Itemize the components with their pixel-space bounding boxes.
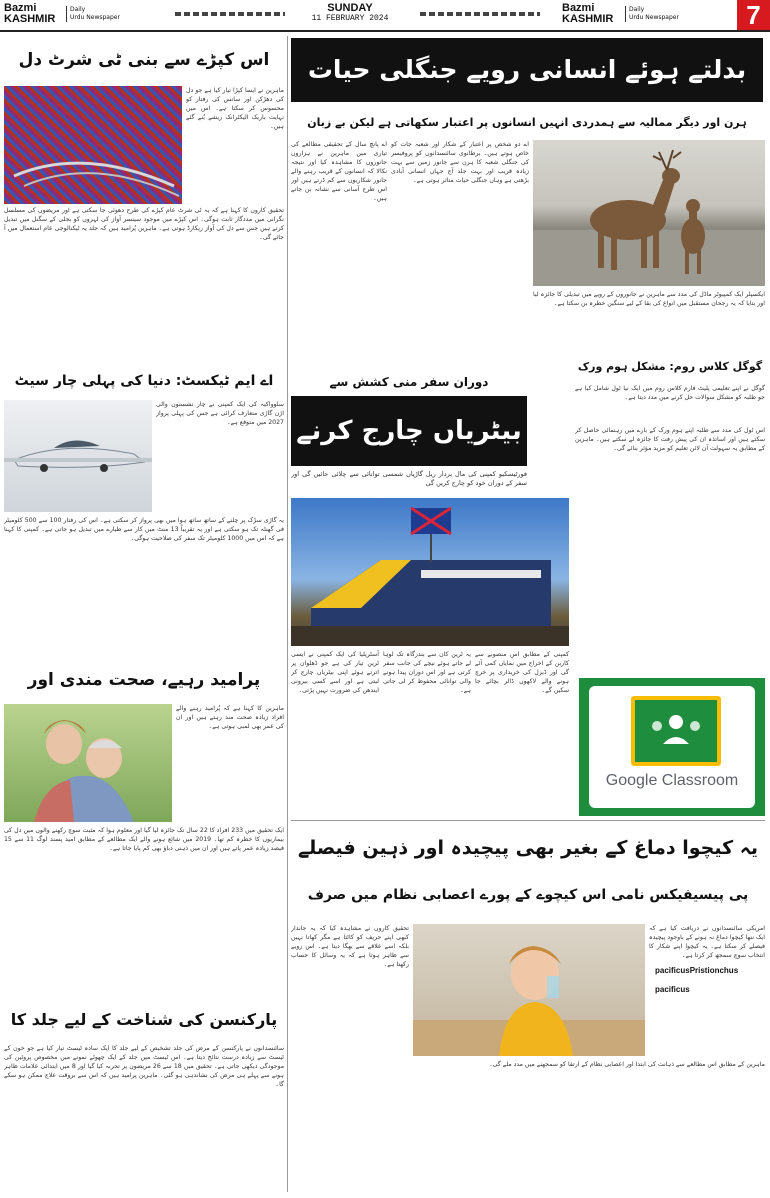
brand-name-2: KASHMIR [562,13,614,25]
parkinson-headline: پارکنسن کی شناخت کے لیے جلد کا [10,1010,278,1029]
train-body-col1: کمپنی کے مطابق اس منصوبے سے کاربن کے اخراج میں نمایاں کمی آئے گی اور ڈیزل کی خریداری پر خرچ ہونے والے لاکھوں ڈالر بچائے جا سکیں گے۔ [475,651,569,694]
logo-card [589,686,755,808]
worm-body-col3: تحقیق کاروں نے مشاہدہ کیا کہ یہ جاندار کبھی اپنے حریف کو کاٹتا ہے مگر کھاتا نہیں بلکہ اسے علاقے سے بھگا دیتا ہے۔ اس رویے سے ظاہر ہوتا ہے کہ یہ وسائل کا حساب رکھتا ہے۔ [291,925,409,968]
health-body: ایک تحقیق میں 233 افراد کا 22 سال تک جائزہ لیا گیا اور معلوم ہوا کہ مثبت سوچ رکھنے والوں میں دل کی بیماریوں کا خطرہ کم تھا۔ 2019 میں شائع ہونے والے ایک مطالعے کے مطابق امید پسند لوگ 11 سے 15 فیصد زیادہ عمر پاتے ہیں اور ان میں ذہنی دباؤ بھی کم پایا جاتا ہے۔ [4,827,284,852]
worm-latin-names [655,966,738,994]
latin-pacificus: pacificus [655,966,690,975]
flying-car-headline: اے ایم ٹیکسٹ: دنیا کی پہلی چار سیٹ [14,373,274,389]
train-illustration [291,498,569,646]
wildlife-subhead: ہرن اور دیگر ممالیہ سے ہمدردی انہیں انسانوں پر اعتبار سکھاتی ہے لیکن بے زبان [307,116,747,129]
brand-name: Bazmi [562,2,595,14]
masthead [0,0,770,32]
masthead-date [285,2,415,23]
brand-name-2: KASHMIR [4,13,56,25]
classroom-board-icon [631,696,721,766]
train-headline: بیٹریاں چارج کرنے [291,396,527,466]
latin-pacificus-2: pacificus [655,985,690,994]
wildlife-body-col3: اے پانچ سال کے تحقیقی مطالعے کی تیاری میں ماہرین نے ہزاروں جانوروں کا مشاہدہ کیا اور نتیجہ نکالا کہ انسانوں کے قریب رہنے والے جانور شکاریوں سے کم ڈرتے ہیں اور اس طرح آسانی سے نشانہ بن جاتے ہیں۔ [291,141,387,202]
health-photo [4,704,172,822]
boy-photo [413,924,645,1056]
train-kicker: دوران سفر منی کشش سے [329,375,489,389]
flying-car-body: یہ گاڑی سڑک پر چلنے کے ساتھ ساتھ ہوا میں بھی پرواز کر سکتی ہے۔ اس کی رفتار 100 سے 500 کلومیٹر فی گھنٹہ تک ہو سکتی ہے اور یہ تقریباً 13 منٹ میں کار سے طیارے میں تبدیل ہو جاتی ہے۔ کمپنی کا کہنا ہے کہ اس میں 1000 کلومیٹر تک سفر کی صلاحیت ہوگی۔ [4,517,284,542]
google-headline: گوگل کلاس روم: مشکل ہوم ورک [577,360,763,373]
wildlife-headline: بدلتے ہوئے انسانی رویے جنگلی حیات [291,38,763,102]
shirt-headline: اس کپڑے سے بنی ٹی شرٹ دل [18,50,270,70]
train-body-col2: یہ ٹرین کان سے بندرگاہ تک لوہا لے جاتے ہوئے نیچے کی جانب سفر کرتی ہے اور اس دوران پیدا ہونے والی توانائی محفوظ کر لی جاتی ہے۔ [383,651,471,694]
masthead-ornament [175,12,285,16]
logo-text: Google Classroom [605,772,739,789]
deer-illustration [533,140,765,286]
wildlife-body-col2: اے دو شخص پر اعتبار کے شکار اور شعبہ جات کو خاص ہوتے ہیں۔ برطانوی سائنسدانوں کو پروفیسر کی جنگلی شعبہ کا ہرن سے جانور زمین سے بہت زیادہ قریب اور بہت جلد آج جہاں انسانی آبادی بڑھتی ہے وہاں جنگلی حیات متاثر ہوتی ہے۔ [391,141,529,184]
worm-body-col1: امریکی سائنسدانوں نے دریافت کیا ہے کہ ایک ننھا کیچوا دماغ نہ ہونے کے باوجود پیچیدہ فیصلے کر سکتا ہے۔ یہ کیچوا اپنے شکار کا انتخاب سوچ سمجھ کر کرتا ہے۔ [649,925,765,959]
masthead-ornament-2 [420,12,540,16]
latin-pristionchus: Pristionchus [689,966,739,975]
google-classroom-logo [579,678,765,816]
sub-urdu: Urdu Newspaper [70,14,120,21]
worm-headline: یہ کیچوا دماغ کے بغیر بھی پیچیدہ اور ذہین فیصلے [297,837,759,859]
google-body: اس ٹول کی مدد سے طلبہ اپنے ہوم ورک کے بارے میں رہنمائی حاصل کر سکتے ہیں اور اساتذہ ان کی پیش رفت کا جائزہ لے سکتے ہیں۔ ماہرین کے مطابق یہ سہولت آن لائن تعلیم کو مزید مؤثر بنائے گی۔ [575,427,765,452]
train-body-col3: آسٹریلیا کی ایک کمپنی نے ایسی ٹرین تیار کی ہے جو ڈھلوان پر اترتے ہوئے اپنی بیٹریاں چارج کر لیتی ہے اور اسے کسی بیرونی ایندھن کی ضرورت نہیں پڑتی۔ [291,651,379,694]
masthead-sub-left [66,6,120,22]
shirt-body: تحقیق کاروں کا کہنا ہے کہ یہ ٹی شرٹ عام کپڑے کی طرح دھوئی جا سکتی ہے اور مریضوں کی مسلسل نگرانی میں مددگار ثابت ہوگی۔ اس کپڑے میں موجود سینسر آواز کی لہروں کو بجلی کے سگنل میں تبدیل کرتے ہیں جس سے دل کی آواز ریکارڈ ہوتی ہے۔ ماہرین پُرامید ہیں کہ جلد یہ ٹیکنالوجی عام استعمال میں آ جائے گی۔ [4,207,284,241]
wildlife-body-col1: ایکسپلر ایک کمپیوٹر ماڈل کی مدد سے ماہرین نے جانوروں کے رویے میں تبدیلی کا جائزہ لیا اور بتایا کہ یہ رجحان مستقبل میں انواع کی بقا کے لیے سنگین خطرہ بن سکتا ہے۔ [533,291,765,307]
masthead-brand-left [4,3,55,25]
train-subhead: فورٹیسکیو کمپنی کی مال بردار ریل گاڑیاں شمسی توانائی سے چلائی جائیں گی اور سفر کے دوران خود کو چارج کریں گی [291,470,527,487]
couple-illustration [4,704,172,822]
brand-name: Bazmi [4,2,37,14]
people-icon [635,700,717,762]
page-number: 7 [737,0,770,30]
shirt-body-top: ماہرین نے ایسا کپڑا تیار کیا ہے جو دل کی دھڑکن اور سانس کی رفتار کو محسوس کر سکتا ہے۔ اس میں نہایت باریک الیکٹرانک ریشے بُنے گئے ہیں۔ [186,87,284,130]
fabric-photo [4,86,182,204]
sub-daily: Daily [70,6,86,13]
column-divider [287,36,288,1192]
google-body-top: گوگل نے اپنے تعلیمی پلیٹ فارم کلاس روم میں ایک نیا ٹول شامل کیا ہے جو طلبہ کو مشکل سوالات حل کرنے میں مدد دیتا ہے۔ [575,385,765,401]
masthead-brand-right [562,3,613,25]
section-divider [291,820,765,821]
date: 11 FEBRUARY 2024 [311,14,389,23]
parkinson-body: سائنسدانوں نے پارکنسن کے مرض کی جلد تشخیص کے لیے جلد کا ایک سادہ ٹیسٹ تیار کیا ہے جو خون کے ٹیسٹ سے زیادہ درست نتائج دیتا ہے۔ اس ٹیسٹ میں جلد کے ایک چھوٹے نمونے میں مخصوص پروٹین کی موجودگی دیکھی جاتی ہے۔ تحقیق میں 18 سے 26 مریضوں پر تجربہ کیا گیا اور 8 میں ابتدائی علامات ظاہر ہونے سے پہلے ہی مرض کی نشاندہی ہو گئی۔ ماہرین پرامید ہیں کہ اس سے بروقت علاج ممکن ہو سکے گا۔ [4,1045,284,1088]
sub-urdu: Urdu Newspaper [629,14,679,21]
fabric-illustration [4,86,182,204]
health-body-top: ماہرین کا کہنا ہے کہ پُرامید رہنے والے افراد زیادہ صحت مند رہتے ہیں اور ان کی عمر بھی لمبی ہوتی ہے۔ [176,705,284,730]
day: SUNDAY [327,2,373,14]
worm-subhead: پی پیسیفیکس نامی اس کیچوے کے پورے اعصابی نظام میں صرف [307,887,749,903]
flying-car-photo [4,400,152,512]
boy-illustration [413,924,645,1056]
deer-photo [533,140,765,286]
health-headline: پرامید رہیے، صحت مندی اور [27,670,261,690]
masthead-sub-right [625,6,679,22]
flying-car-illustration [4,400,152,512]
train-photo [291,498,569,646]
worm-body-bottom: ماہرین کے مطابق اس مطالعے سے ذہانت کی ابتدا اور اعصابی نظام کے ارتقا کو سمجھنے میں مدد ملے گی۔ [489,1061,765,1068]
flying-car-body-top: سلوواکیہ کی ایک کمپنی نے چار نشستوں والی اڑن گاڑی متعارف کرائی ہے جس کی پہلی پرواز 2027 میں متوقع ہے۔ [156,401,284,426]
sub-daily: Daily [629,6,645,13]
